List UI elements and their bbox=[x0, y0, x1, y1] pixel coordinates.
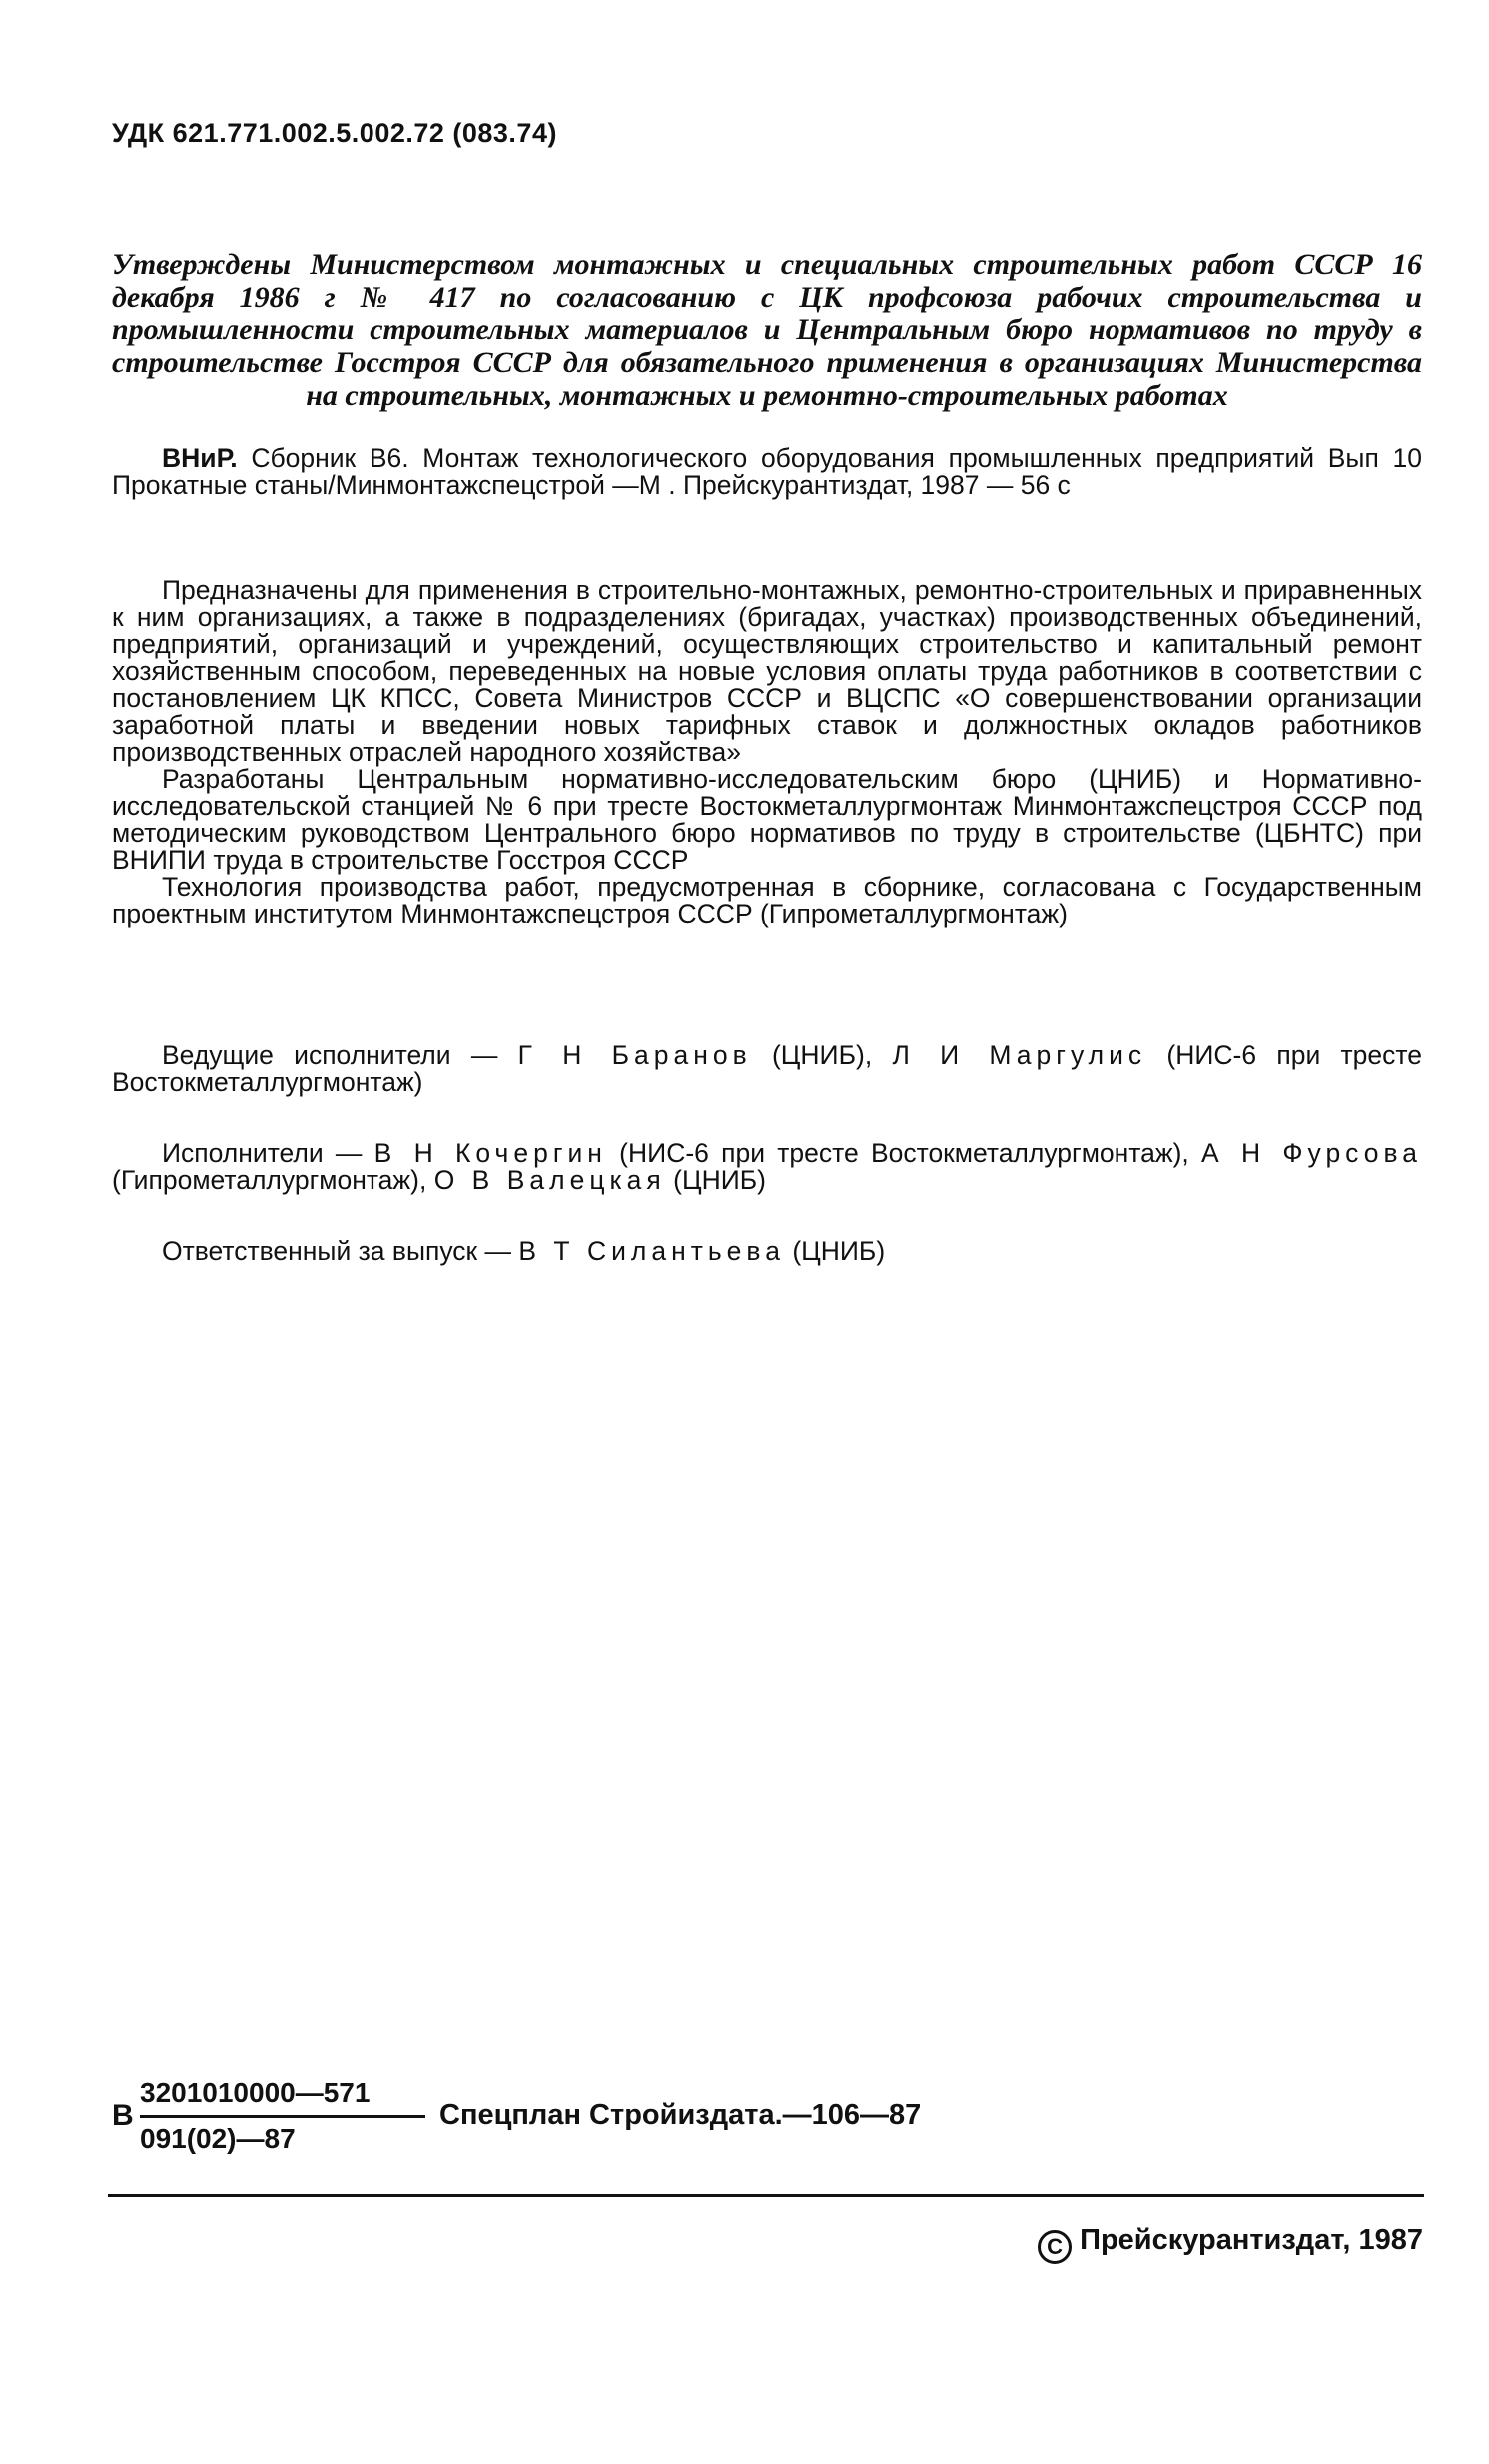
lead-executor-name: Л И Маргулис bbox=[892, 1040, 1147, 1070]
responsible-editor bbox=[112, 1238, 1422, 1265]
horizontal-divider bbox=[108, 2194, 1424, 2197]
responsible-org: (ЦНИБ) bbox=[784, 1236, 886, 1266]
executor-name: О В Валецкая bbox=[433, 1165, 666, 1195]
executor-name: А Н Фурсова bbox=[1201, 1138, 1422, 1168]
index-letter: В bbox=[112, 2099, 134, 2132]
lead-executor-org: (НИС-6 при тресте Востокметаллургмонтаж) bbox=[112, 1040, 1422, 1097]
copyright-line bbox=[1038, 2224, 1423, 2264]
executor-org: (Гипрометаллургмонтаж), bbox=[112, 1165, 434, 1195]
technology-paragraph: Технология производства работ, предусмотренная в сборнике, согласована с Государственным проектным институтом Минмонтажспецстроя СССР (Гипрометаллургмонтаж) bbox=[112, 872, 1422, 928]
executor-org: (ЦНИБ) bbox=[665, 1165, 766, 1195]
executors bbox=[112, 1140, 1422, 1194]
executor-org: (НИС-6 при тресте Востокметаллургмонтаж), bbox=[606, 1138, 1202, 1168]
publication-index bbox=[112, 2077, 1011, 2186]
lead-executor-org: (ЦНИБ), bbox=[751, 1040, 893, 1070]
executors-label: Исполнители — bbox=[162, 1138, 374, 1168]
vnir-label: ВНиР. bbox=[162, 443, 238, 473]
intended-paragraph: Предназначены для применения в строительно-монтажных, ремонтно-строительных и приравненных к ним организациях, а также в подразделениях (бригадах, участках) производственных объединений, предприятий, организаций и учреждений, осуществляющих строительство и капитальный ремонт хозяйственным способом, переведенных на новые условия оплаты труда работников в соответствии с постановлением ЦК КПСС, Совета Министров СССР и ВЦСПС «О совершенствовании организации заработной платы и введении новых тарифных ставок и должностных окладов работников производственных отраслей народного хозяйства» bbox=[112, 575, 1422, 767]
fraction-bar bbox=[140, 2115, 425, 2118]
executor-name: В Н Кочергин bbox=[373, 1138, 607, 1168]
index-denominator: 091(02)—87 bbox=[140, 2123, 296, 2154]
bibliographic-description bbox=[112, 445, 1422, 499]
annotation-section bbox=[112, 577, 1422, 927]
developed-paragraph: Разработаны Центральным нормативно-исследовательским бюро (ЦНИБ) и Нормативно-исследовательской станцией № 6 при тресте Востокметаллургмонтаж Минмонтажспецстроя СССР под методическим руководством Центрального бюро нормативов по труду в строительстве (ЦБНТС) при ВНИПИ труда в строительстве Госстроя СССР bbox=[112, 764, 1422, 875]
lead-executors-label: Ведущие исполнители — bbox=[162, 1040, 518, 1070]
lead-executors bbox=[112, 1042, 1422, 1096]
udk-code: УДК 621.771.002.5.002.72 (083.74) bbox=[112, 118, 557, 148]
copyright-icon: C bbox=[1038, 2230, 1072, 2264]
vnir-text: Сборник В6. Монтаж технологического оборудования промышленных предприятий Вып 10 Прокатные станы/Минмонтажспецстрой —М . Прейскурантиздат, 1987 — 56 с bbox=[112, 443, 1422, 500]
approval-statement: Утверждены Министерством монтажных и специальных строительных работ СССР 16 декабря 1986 г № 417 по согласованию с ЦК профсоюза рабочих строительства и промышленности строительных материалов и Центральным бюро нормативов по труду в строительстве Госстроя СССР для обязательного применения в организациях Министерства на строительных, монтажных и ремонтно-строительных работах bbox=[112, 248, 1422, 412]
responsible-name: В Т Силантьева bbox=[518, 1236, 785, 1266]
special-plan: Спецплан Стройиздата.—106—87 bbox=[439, 2099, 922, 2131]
index-numerator: 3201010000—571 bbox=[140, 2077, 371, 2108]
lead-executor-name: Г Н Баранов bbox=[517, 1040, 752, 1070]
responsible-label: Ответственный за выпуск — bbox=[162, 1236, 519, 1266]
copyright-text: Прейскурантиздат, 1987 bbox=[1080, 2224, 1423, 2256]
